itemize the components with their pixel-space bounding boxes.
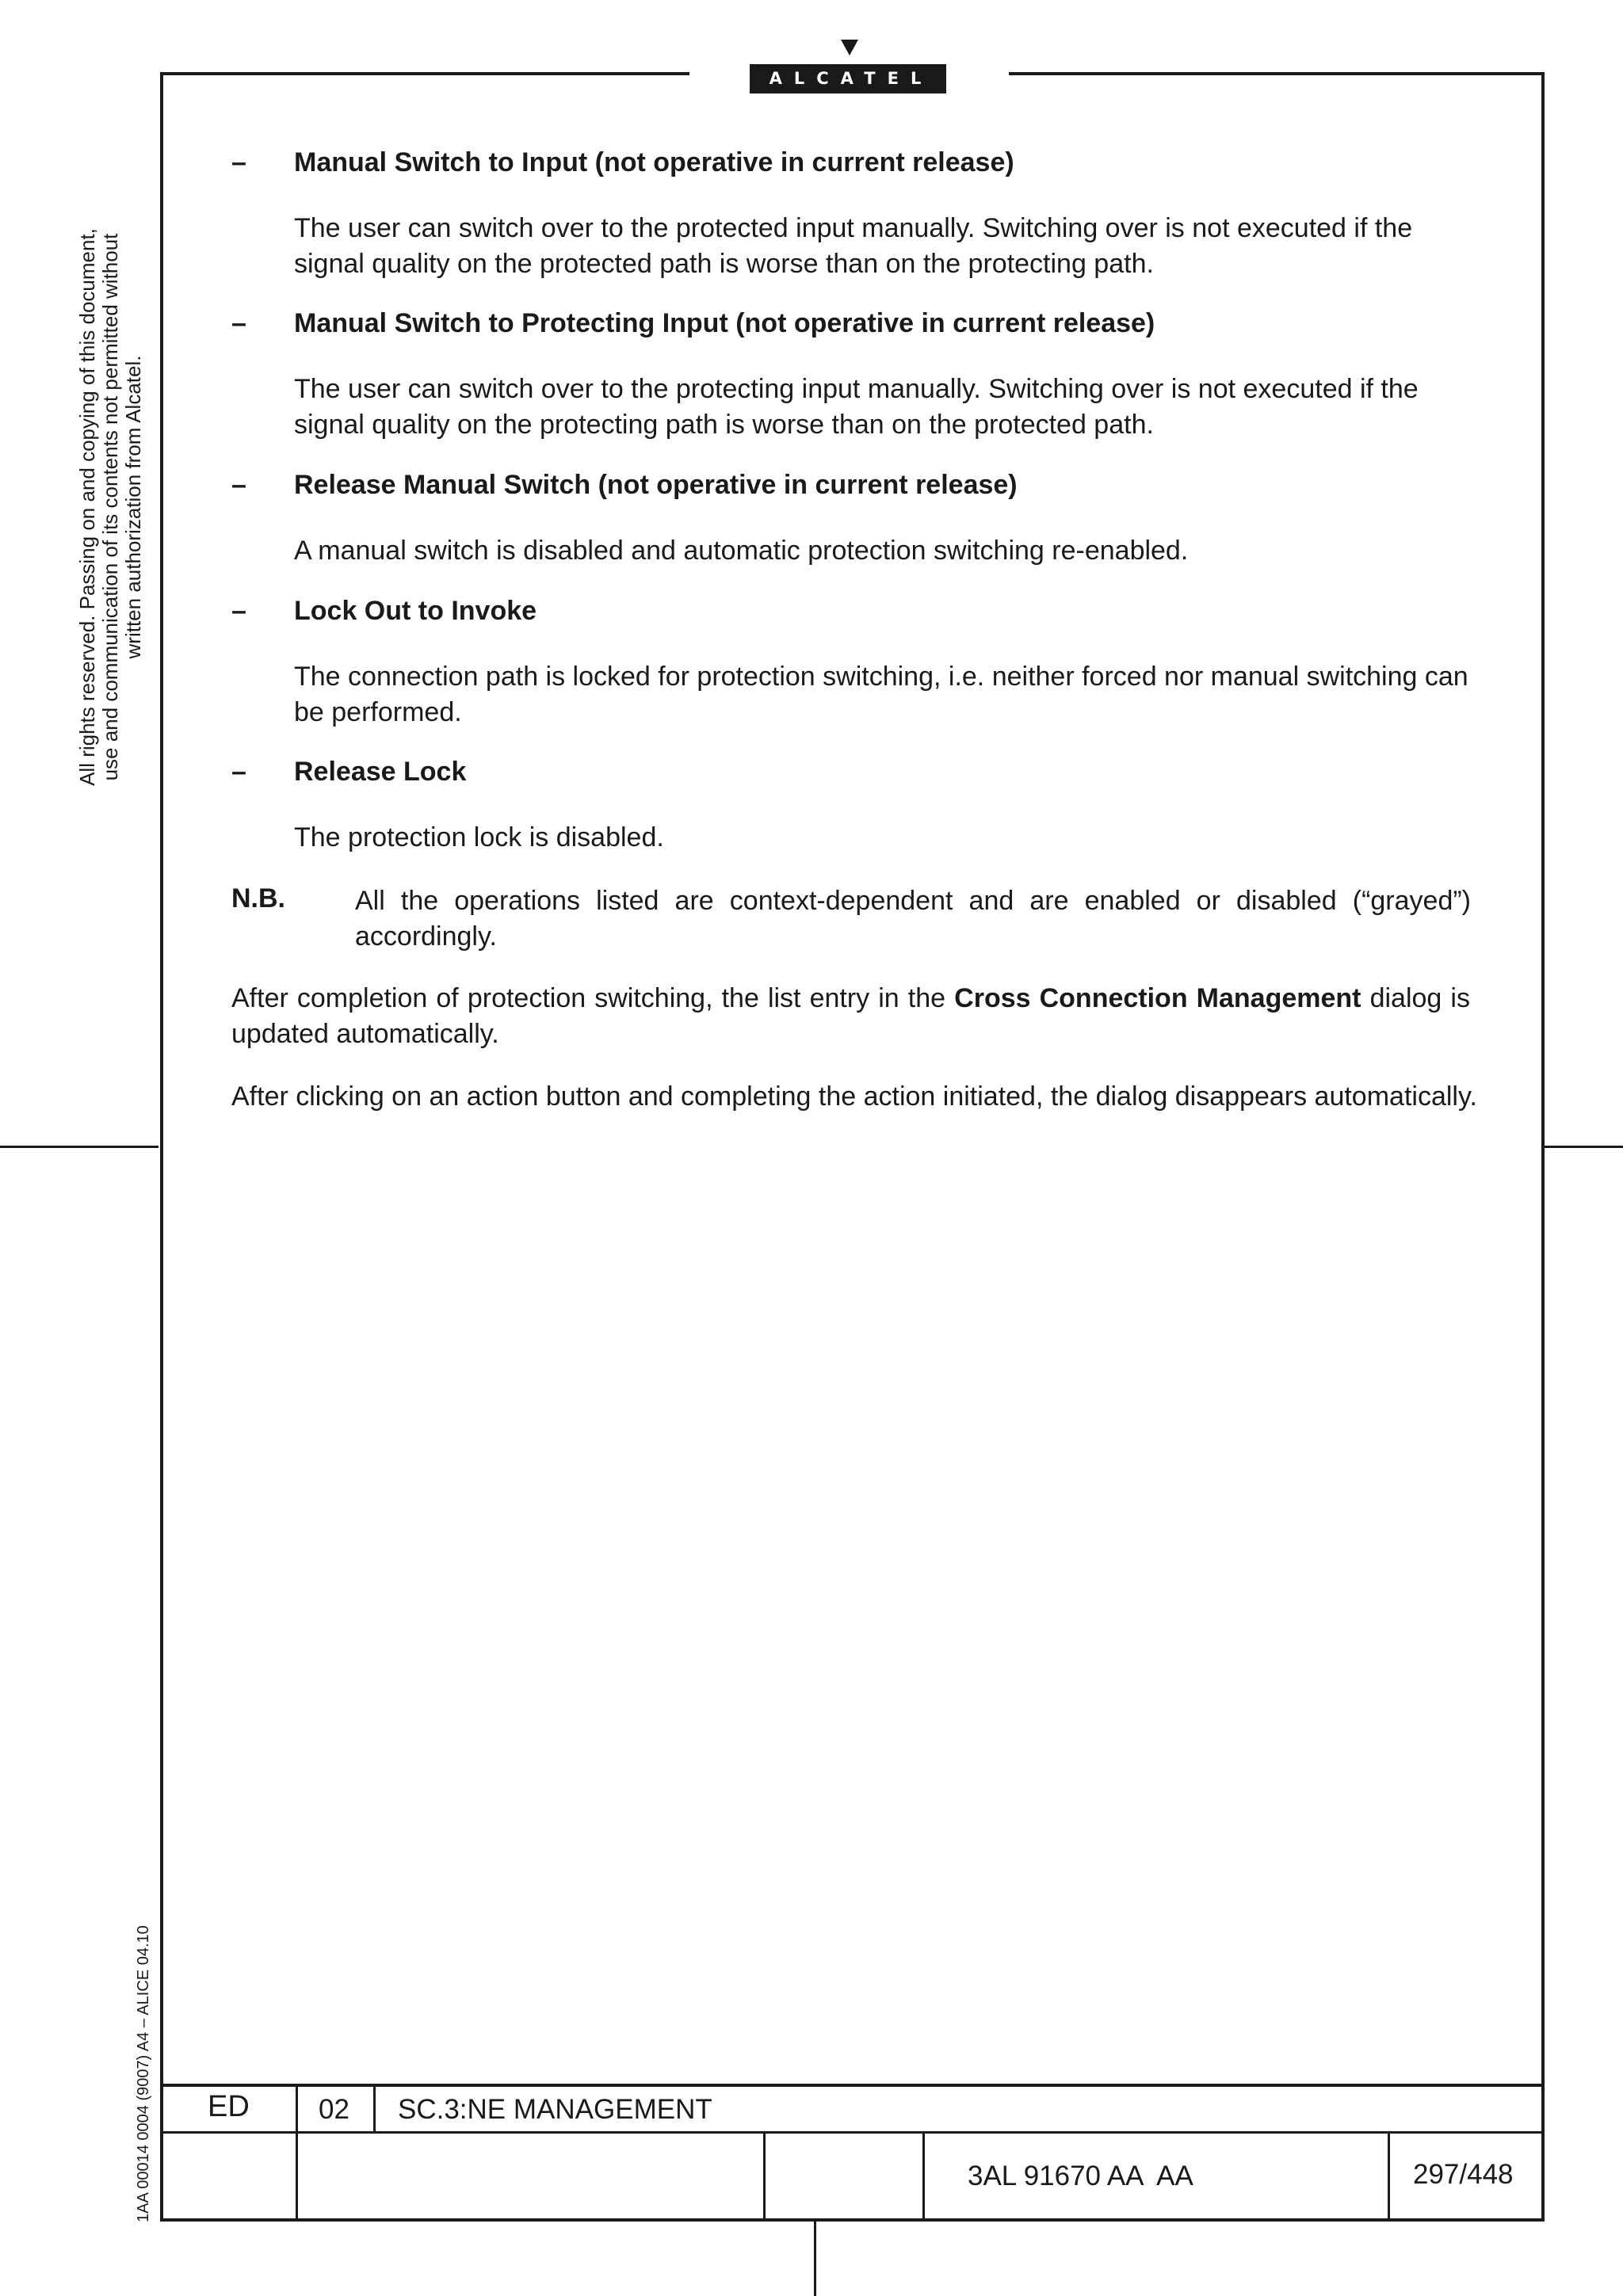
section-title: SC.3:NE MANAGEMENT [398,2094,712,2125]
edition-value: 02 [319,2094,349,2125]
footer-divider [922,2131,925,2220]
item-text: The connection path is locked for protection switching, i.e. neither forced nor manual switching can be performed. [294,662,1468,727]
item-text: A manual switch is disabled and automatic protection switching re-enabled. [294,536,1189,566]
frame-left [160,72,163,2222]
document-number: 3AL 91670 AA AA [968,2161,1193,2191]
page-number: 297/448 [1413,2159,1514,2190]
footer-top-line [160,2084,1545,2087]
paragraph-text: After completion of protection switching, the list entry in the [231,983,955,1013]
fold-mark-left [0,1146,158,1148]
fold-mark-bottom [814,2222,816,2296]
bullet-dash: – [231,596,246,626]
footer-divider [373,2084,376,2133]
item-text: The user can switch over to the protecting input manually. Switching over is not executed if the signal quality on the protecting path is worse than on the protected path. [294,374,1419,440]
item-heading: Manual Switch to Input (not operative in current release) [294,147,1014,177]
fold-mark-right [1545,1146,1623,1148]
bullet-dash: – [231,308,246,338]
paragraph-text: dialog is updated automatically. [231,983,1470,1049]
logo-triangle-icon [841,40,858,55]
footer-divider [763,2131,766,2220]
item-text: The protection lock is disabled. [294,822,664,852]
bullet-dash: – [231,757,246,787]
bullet-dash: – [231,470,246,500]
edition-label: ED [208,2090,250,2123]
paragraph-dialog: After clicking on an action button and completing the action initiated, the dialog disappears automatically. [231,1081,1477,1112]
item-heading: Manual Switch to Protecting Input (not operative in current release) [294,308,1155,338]
item-heading: Lock Out to Invoke [294,596,537,626]
copyright-text: All rights reserved. Passing on and copying of this document, use and communication of its contents not permitted without written authorization from Alcatel. [75,228,145,786]
paragraph-bold-term: Cross Connection Management [954,983,1361,1013]
form-code-text: 1AA 00014 0004 (9007) A4 – ALICE 04.10 [135,1925,152,2222]
footer-mid-line [160,2131,1545,2134]
note-text: All the operations listed are context-dependent and are enabled or disabled (“grayed”) accordingly. [355,886,1471,952]
item-text: The user can switch over to the protected input manually. Switching over is not executed if the signal quality on the protected path is worse than on the protecting path. [294,213,1413,279]
frame-bottom [160,2218,1545,2222]
logo-text: ALCATEL [750,64,946,93]
frame-top-left [160,72,689,75]
bullet-dash: – [231,147,246,177]
item-heading: Release Lock [294,757,467,787]
frame-top-right [1009,72,1545,75]
note-label: N.B. [231,883,285,913]
alcatel-logo [750,40,946,95]
item-heading: Release Manual Switch (not operative in current release) [294,470,1018,500]
paragraph-completion [231,981,1470,1052]
footer-divider [1388,2131,1390,2220]
footer-divider [296,2084,298,2220]
